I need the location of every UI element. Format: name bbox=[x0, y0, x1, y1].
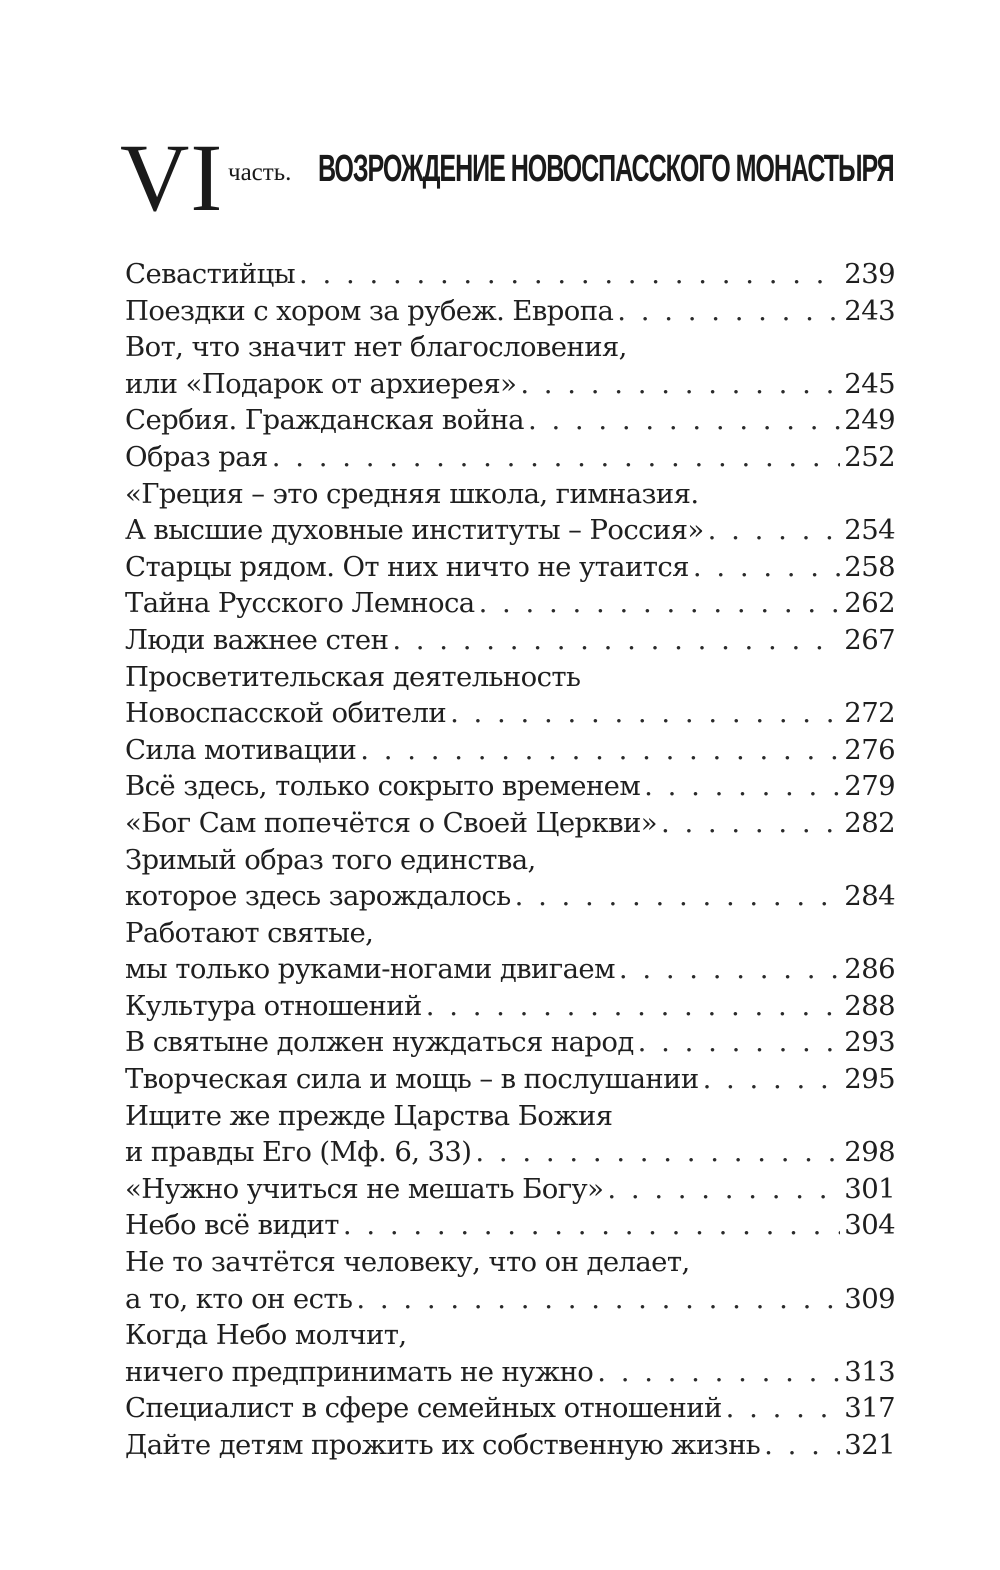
toc-page-number: 239 bbox=[844, 258, 895, 290]
toc-entry-title: Зримый образ того единства, bbox=[125, 843, 536, 876]
dot-leader bbox=[703, 1061, 841, 1098]
toc-entry-title: Просветительская деятельность bbox=[125, 660, 581, 693]
toc-entry-line bbox=[125, 476, 895, 513]
toc-entry[interactable] bbox=[125, 256, 895, 293]
toc-entry-title: Ищите же прежде Царства Божия bbox=[125, 1099, 613, 1132]
toc-entry-line bbox=[125, 842, 895, 879]
toc-entry[interactable] bbox=[125, 585, 895, 622]
toc-entry[interactable] bbox=[125, 1427, 895, 1464]
toc-entry-line bbox=[125, 1427, 895, 1464]
toc-entry-title: Дайте детям прожить их собственную жизнь bbox=[125, 1429, 761, 1461]
toc-entry-title: а то, кто он есть bbox=[125, 1282, 353, 1315]
dot-leader bbox=[597, 1354, 840, 1391]
toc-entry-title: ничего предпринимать не нужно bbox=[125, 1355, 594, 1388]
dot-leader bbox=[360, 732, 840, 769]
toc-page-number: 321 bbox=[844, 1429, 895, 1461]
toc-entry-title: «Греция – это средняя школа, гимназия. bbox=[125, 477, 699, 510]
toc-entry-title: Работают святые, bbox=[125, 916, 374, 949]
dot-leader bbox=[515, 878, 841, 915]
toc-page-number: 276 bbox=[844, 733, 895, 766]
toc-page-number: 249 bbox=[844, 404, 895, 437]
part-header bbox=[120, 124, 900, 231]
toc-entry[interactable] bbox=[125, 329, 895, 402]
toc-entry[interactable] bbox=[125, 1207, 895, 1244]
dot-leader bbox=[708, 512, 841, 549]
toc-entry-line bbox=[125, 402, 895, 439]
toc-entry-line bbox=[125, 695, 895, 732]
toc-entry-line bbox=[125, 1390, 895, 1427]
toc-entry[interactable] bbox=[125, 1098, 895, 1171]
toc-entry[interactable] bbox=[125, 805, 895, 842]
toc-entry-line bbox=[125, 366, 895, 403]
dot-leader bbox=[528, 402, 840, 439]
toc-entry[interactable] bbox=[125, 1024, 895, 1061]
toc-entry-line bbox=[125, 1098, 895, 1135]
toc-page-number: 317 bbox=[844, 1392, 895, 1425]
toc-entry-title: В святыне должен нуждаться народ bbox=[125, 1026, 634, 1059]
toc-entry-line bbox=[125, 329, 895, 366]
toc-entry[interactable] bbox=[125, 293, 895, 330]
toc-entry-title: Всё здесь, только сокрыто временем bbox=[125, 770, 641, 803]
toc-entry-title: или «Подарок от архиерея» bbox=[125, 367, 517, 400]
toc-entry-line bbox=[125, 256, 895, 293]
toc-entry-line bbox=[125, 1061, 895, 1098]
toc-entry[interactable] bbox=[125, 842, 895, 915]
dot-leader bbox=[272, 439, 841, 476]
part-title: ВОЗРОЖДЕНИЕ НОВОСПАССКОГО МОНАСТЫРЯ bbox=[318, 148, 894, 190]
toc-entry-line bbox=[125, 293, 895, 330]
toc-entry[interactable] bbox=[125, 768, 895, 805]
table-of-contents bbox=[125, 256, 895, 1464]
toc-entry-title: Сила мотивации bbox=[125, 733, 357, 766]
toc-entry-title: мы только руками-ногами двигаем bbox=[125, 953, 615, 986]
toc-page-number: 288 bbox=[844, 989, 895, 1022]
toc-entry[interactable] bbox=[125, 1171, 895, 1208]
toc-entry-title: Специалист в сфере семейных отношений bbox=[125, 1392, 722, 1425]
toc-entry-line bbox=[125, 1354, 895, 1391]
toc-entry-line bbox=[125, 659, 895, 696]
dot-leader bbox=[693, 549, 840, 586]
toc-entry-line bbox=[125, 988, 895, 1025]
toc-entry-title: Образ рая bbox=[125, 440, 268, 473]
toc-page-number: 313 bbox=[844, 1355, 895, 1388]
toc-entry-line bbox=[125, 585, 895, 622]
toc-entry-title: Не то зачтётся человеку, что он делает, bbox=[125, 1246, 690, 1279]
toc-entry-line bbox=[125, 439, 895, 476]
toc-page-number: 243 bbox=[844, 294, 895, 327]
part-label: часть. bbox=[228, 159, 292, 186]
toc-entry-line bbox=[125, 915, 895, 952]
toc-entry-line bbox=[125, 1024, 895, 1061]
toc-entry-line bbox=[125, 1244, 895, 1281]
toc-entry-title: Культура отношений bbox=[125, 989, 422, 1022]
toc-entry-title: Старцы рядом. От них ничто не утаится bbox=[125, 550, 689, 583]
toc-page-number: 298 bbox=[844, 1136, 895, 1169]
dot-leader bbox=[726, 1390, 841, 1427]
part-number: VI bbox=[120, 124, 224, 231]
toc-entry-title: Когда Небо молчит, bbox=[125, 1319, 407, 1352]
toc-entry-line bbox=[125, 732, 895, 769]
toc-entry[interactable] bbox=[125, 476, 895, 549]
toc-entry-title: Тайна Русского Лемноса bbox=[125, 587, 475, 620]
toc-entry-line bbox=[125, 622, 895, 659]
toc-entry-line bbox=[125, 951, 895, 988]
toc-entry[interactable] bbox=[125, 1390, 895, 1427]
toc-entry[interactable] bbox=[125, 659, 895, 732]
toc-page-number: 293 bbox=[844, 1026, 895, 1059]
toc-entry-line bbox=[125, 1134, 895, 1171]
toc-entry[interactable] bbox=[125, 402, 895, 439]
dot-leader bbox=[475, 1134, 840, 1171]
toc-page-number: 301 bbox=[844, 1172, 895, 1205]
dot-leader bbox=[661, 805, 840, 842]
toc-entry-line bbox=[125, 549, 895, 586]
toc-page-number: 258 bbox=[844, 550, 895, 583]
toc-page-number: 282 bbox=[844, 806, 895, 839]
toc-page-number: 279 bbox=[844, 770, 895, 803]
dot-leader bbox=[638, 1024, 841, 1061]
toc-entry-line bbox=[125, 1317, 895, 1354]
toc-entry-title: Сербия. Гражданская война bbox=[125, 404, 524, 437]
toc-entry-line bbox=[125, 512, 895, 549]
toc-entry-title: «Нужно учиться не мешать Богу» bbox=[125, 1172, 604, 1205]
toc-entry-title: которое здесь зарождалось bbox=[125, 880, 511, 913]
toc-entry-title: Поездки с хором за рубеж. Европа bbox=[125, 294, 614, 327]
toc-entry-line bbox=[125, 1207, 895, 1244]
toc-entry-line bbox=[125, 878, 895, 915]
toc-entry-title: и правды Его (Мф. 6, 33) bbox=[125, 1136, 472, 1169]
dot-leader bbox=[343, 1207, 840, 1244]
dot-leader bbox=[299, 256, 840, 293]
toc-entry[interactable] bbox=[125, 439, 895, 476]
toc-entry-title: А высшие духовные институты – Россия» bbox=[125, 514, 704, 547]
toc-entry-title: Небо всё видит bbox=[125, 1209, 339, 1242]
toc-page-number: 254 bbox=[844, 514, 895, 547]
toc-page-number: 252 bbox=[844, 440, 895, 473]
toc-entry-title: Новоспасской обители bbox=[125, 697, 447, 730]
toc-entry[interactable] bbox=[125, 1244, 895, 1317]
dot-leader bbox=[479, 585, 841, 622]
toc-entry[interactable] bbox=[125, 1061, 895, 1098]
toc-page-number: 262 bbox=[844, 587, 895, 620]
toc-page-number: 295 bbox=[844, 1063, 895, 1096]
toc-entry-line bbox=[125, 1171, 895, 1208]
toc-entry[interactable] bbox=[125, 622, 895, 659]
dot-leader bbox=[450, 695, 840, 732]
dot-leader bbox=[607, 1171, 840, 1208]
toc-entry-title: Люди важнее стен bbox=[125, 623, 389, 656]
dot-leader bbox=[764, 1427, 840, 1464]
toc-entry-line bbox=[125, 1281, 895, 1318]
toc-entry-line bbox=[125, 768, 895, 805]
toc-entry[interactable] bbox=[125, 732, 895, 769]
toc-entry-title: Вот, что значит нет благословения, bbox=[125, 331, 627, 364]
dot-leader bbox=[520, 366, 840, 403]
dot-leader bbox=[392, 622, 840, 659]
dot-leader bbox=[356, 1281, 840, 1318]
toc-page-number: 272 bbox=[844, 697, 895, 730]
toc-entry-title: Севастийцы bbox=[125, 258, 296, 290]
toc-entry[interactable] bbox=[125, 915, 895, 988]
toc-entry-title: «Бог Сам попечётся о Своей Церкви» bbox=[125, 806, 657, 839]
dot-leader bbox=[617, 293, 840, 330]
toc-entry[interactable] bbox=[125, 549, 895, 586]
toc-entry-line bbox=[125, 805, 895, 842]
toc-entry-title: Творческая сила и мощь – в послушании bbox=[125, 1063, 699, 1096]
toc-page-number: 267 bbox=[844, 623, 895, 656]
dot-leader bbox=[644, 768, 840, 805]
toc-page-number: 309 bbox=[844, 1282, 895, 1315]
toc-entry[interactable] bbox=[125, 988, 895, 1025]
toc-page-number: 284 bbox=[844, 880, 895, 913]
dot-leader bbox=[619, 951, 840, 988]
toc-page-number: 286 bbox=[844, 953, 895, 986]
toc-entry[interactable] bbox=[125, 1317, 895, 1390]
toc-page-number: 245 bbox=[844, 367, 895, 400]
toc-page-number: 304 bbox=[844, 1209, 895, 1242]
dot-leader bbox=[426, 988, 841, 1025]
